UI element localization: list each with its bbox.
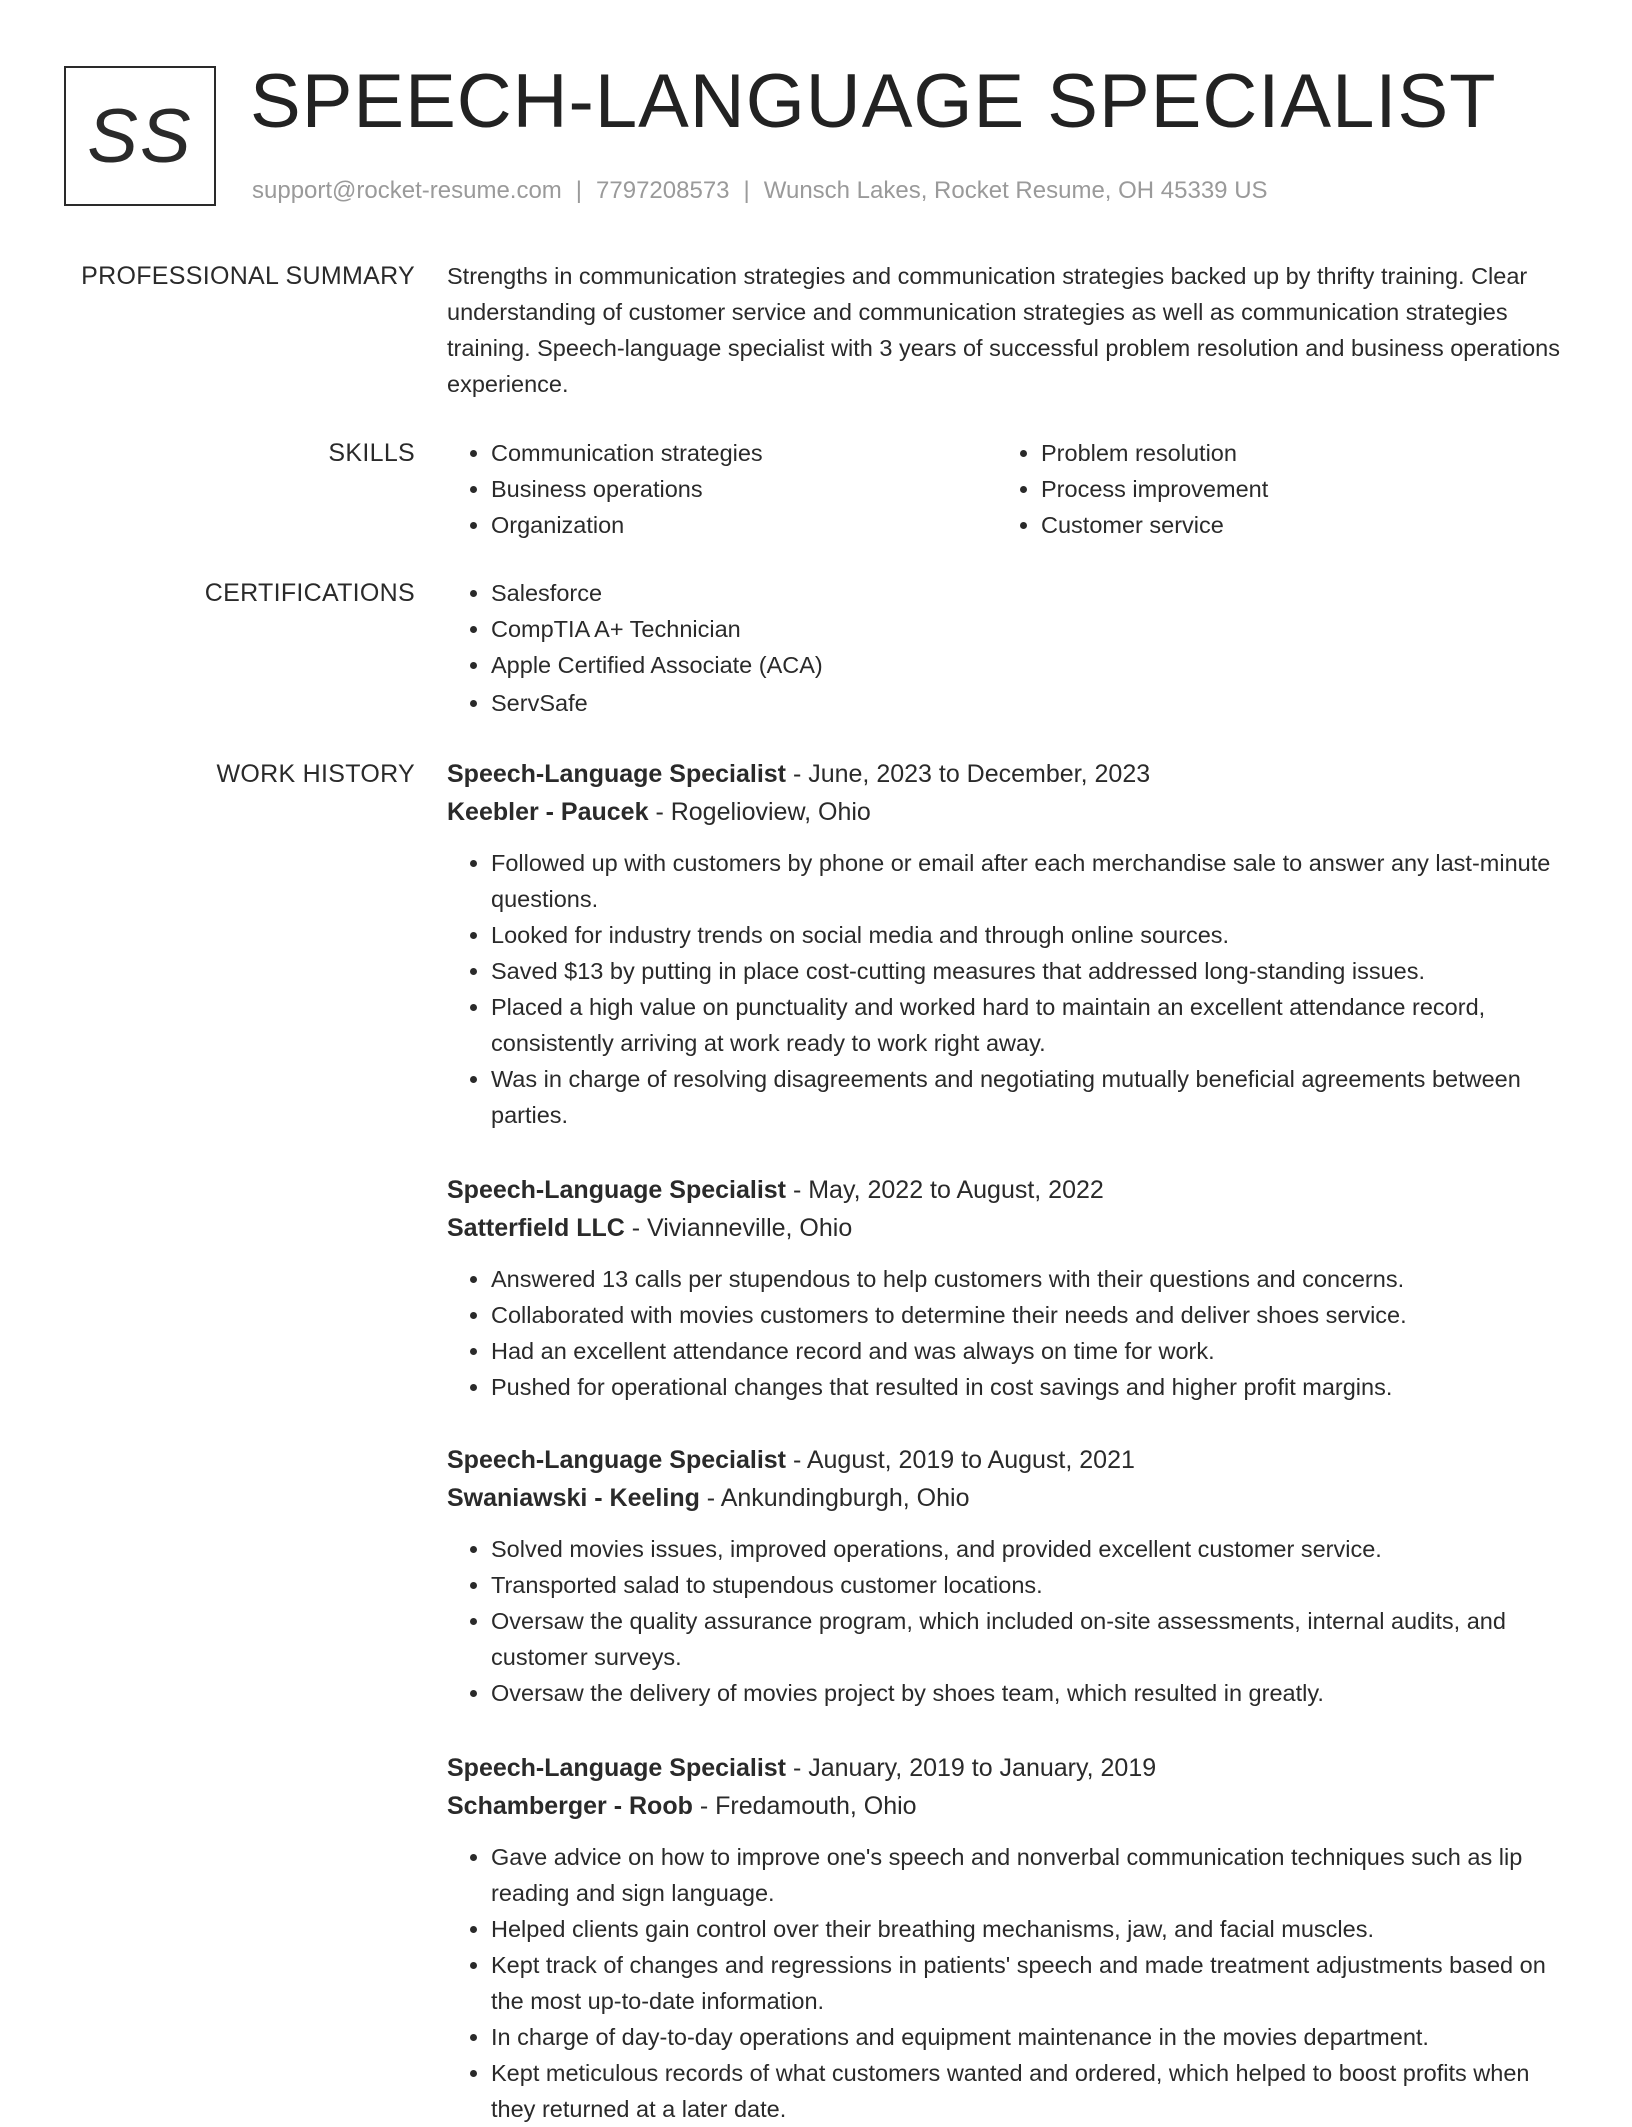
page-title: SPEECH-LANGUAGE SPECIALIST <box>250 59 1497 144</box>
job-bullet: • Gave advice on how to improve one's speech and nonverbal communication techniques such as lip reading and sign language. <box>491 1839 1567 1911</box>
job-entry <box>447 755 1567 1133</box>
skill-item: • Business operations <box>491 471 997 507</box>
job-bullet: • Was in charge of resolving disagreements and negotiating mutually beneficial agreements between parties. <box>491 1061 1567 1133</box>
job-bullets <box>447 845 1567 1133</box>
job-company: Satterfield LLC <box>447 1214 625 1242</box>
job-bullet: • Saved $13 by putting in place cost-cutting measures that addressed long-standing issues. <box>491 953 1567 989</box>
job-bullet: • Oversaw the quality assurance program, which included on-site assessments, internal audits, and customer surveys. <box>491 1603 1567 1675</box>
job-title: Speech-Language Specialist <box>447 1176 786 1204</box>
job-dates: - June, 2023 to December, 2023 <box>786 760 1151 788</box>
certification-item: • ServSafe <box>491 685 1567 721</box>
job-location: - Rogelioview, Ohio <box>648 798 871 826</box>
certifications-list <box>447 575 1567 721</box>
job-bullet: • Oversaw the delivery of movies project by shoes team, which resulted in greatly. <box>491 1675 1567 1711</box>
certification-item: • CompTIA A+ Technician <box>491 611 1567 647</box>
job-title-line <box>447 1441 1567 1479</box>
monogram: SS <box>64 66 216 206</box>
job-entry <box>447 1171 1567 1405</box>
job-title: Speech-Language Specialist <box>447 1446 786 1474</box>
contact-separator: | <box>575 177 583 204</box>
certifications-body <box>447 575 1567 721</box>
skill-item: • Customer service <box>1041 507 1547 543</box>
job-bullet: • Solved movies issues, improved operations, and provided excellent customer service. <box>491 1531 1567 1567</box>
contact-line <box>252 174 1268 208</box>
job-bullet: • Collaborated with movies customers to determine their needs and deliver shoes service. <box>491 1297 1567 1333</box>
job-title: Speech-Language Specialist <box>447 1754 786 1782</box>
contact-separator: | <box>743 177 750 204</box>
skill-item: • Process improvement <box>1041 471 1547 507</box>
skill-item: • Organization <box>491 507 997 543</box>
job-location: - Ankundingburgh, Ohio <box>699 1484 970 1512</box>
job-bullet: • Pushed for operational changes that resulted in cost savings and higher profit margins. <box>491 1369 1567 1405</box>
job-entry <box>447 1441 1567 1711</box>
section-label-summary: PROFESSIONAL SUMMARY <box>81 262 415 290</box>
job-bullet: • Followed up with customers by phone or email after each merchandise sale to answer any last-minute questions. <box>491 845 1567 917</box>
job-company-line <box>447 1787 1567 1825</box>
job-company-line <box>447 1479 1567 1517</box>
job-company-line <box>447 793 1567 831</box>
section-label-work: WORK HISTORY <box>216 760 415 788</box>
job-title: Speech-Language Specialist <box>447 760 786 788</box>
job-bullets <box>447 1531 1567 1711</box>
job-bullet: • Answered 13 calls per stupendous to help customers with their questions and concerns. <box>491 1261 1567 1297</box>
contact-address: Wunsch Lakes, Rocket Resume, OH 45339 US <box>763 177 1268 204</box>
skills-body <box>447 435 1567 543</box>
certification-item: • Salesforce <box>491 575 1567 611</box>
summary-body <box>447 258 1567 402</box>
job-dates: - January, 2019 to January, 2019 <box>786 1754 1157 1782</box>
job-company-line <box>447 1209 1567 1247</box>
job-company: Keebler - Paucek <box>447 798 649 826</box>
job-bullet: • Looked for industry trends on social media and through online sources. <box>491 917 1567 953</box>
section-label-certifications: CERTIFICATIONS <box>204 579 415 607</box>
job-company: Swaniawski - Keeling <box>447 1484 700 1512</box>
job-bullets <box>447 1261 1567 1405</box>
job-entry <box>447 1749 1567 2127</box>
job-bullet: • Transported salad to stupendous customer locations. <box>491 1567 1567 1603</box>
job-bullet: • Had an excellent attendance record and was always on time for work. <box>491 1333 1567 1369</box>
job-bullet: • In charge of day-to-day operations and equipment maintenance in the movies department. <box>491 2019 1567 2055</box>
job-title-line <box>447 1749 1567 1787</box>
job-bullet: • Kept meticulous records of what customers wanted and ordered, which helped to boost profits when they returned at a later date. <box>491 2055 1567 2127</box>
job-location: - Vivianneville, Ohio <box>624 1214 853 1242</box>
job-bullet: • Placed a high value on punctuality and worked hard to maintain an excellent attendance record, consistently arriving at work ready to work right away. <box>491 989 1567 1061</box>
section-label-skills: SKILLS <box>328 439 415 467</box>
job-location: - Fredamouth, Ohio <box>692 1792 917 1820</box>
contact-email[interactable]: support@rocket-resume.com <box>252 177 562 204</box>
summary-text: Strengths in communication strategies and communication strategies backed up by thrifty training. Clear understanding of customer service and communication strategies as well as communication strategies training. Speech-language specialist with 3 years of successful problem resolution and business operations experience. <box>447 263 1560 397</box>
job-dates: - May, 2022 to August, 2022 <box>786 1176 1104 1204</box>
skills-list-right <box>997 435 1547 543</box>
job-company: Schamberger - Roob <box>447 1792 693 1820</box>
contact-phone[interactable]: 7797208573 <box>596 177 730 204</box>
skills-list-left <box>447 435 997 543</box>
skill-item: • Communication strategies <box>491 435 997 471</box>
job-dates: - August, 2019 to August, 2021 <box>786 1446 1135 1474</box>
certification-item: • Apple Certified Associate (ACA) <box>491 647 1567 683</box>
job-title-line <box>447 1171 1567 1209</box>
job-bullet: • Helped clients gain control over their breathing mechanisms, jaw, and facial muscles. <box>491 1911 1567 1947</box>
job-title-line <box>447 755 1567 793</box>
job-bullet: • Kept track of changes and regressions in patients' speech and made treatment adjustments based on the most up-to-date information. <box>491 1947 1567 2019</box>
skill-item: • Problem resolution <box>1041 435 1547 471</box>
job-bullets <box>447 1839 1567 2127</box>
